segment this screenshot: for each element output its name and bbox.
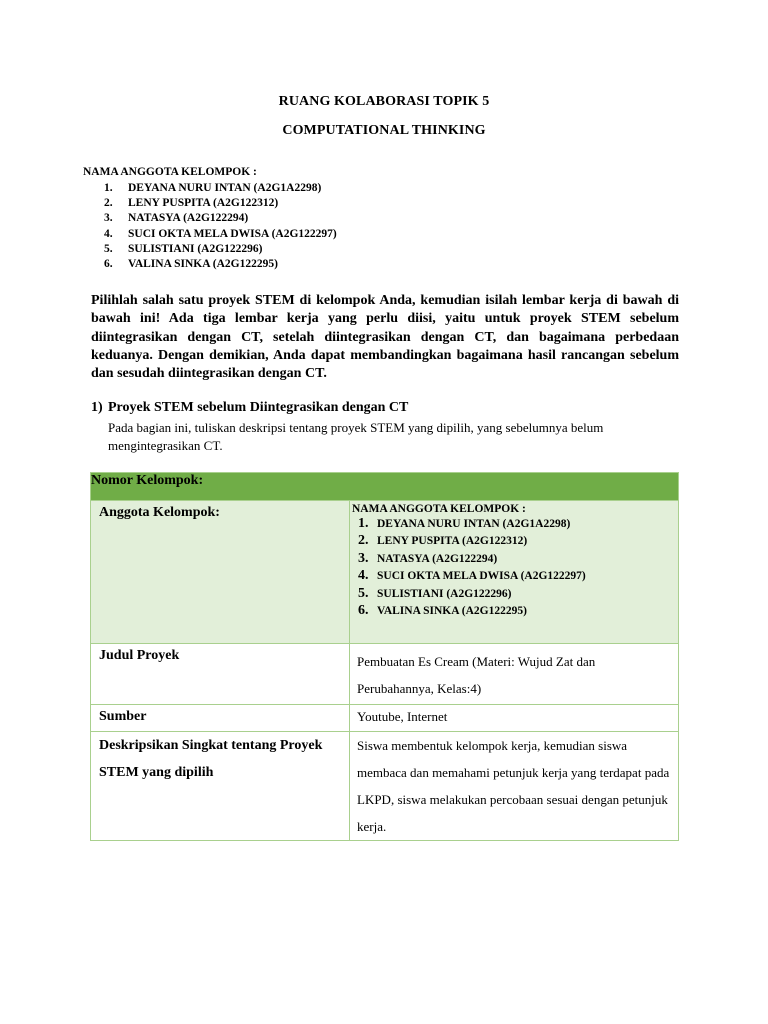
- deskripsi-label: Deskripsikan Singkat tentang Proyek STEM yang dipilih: [91, 732, 350, 841]
- page-subtitle: COMPUTATIONAL THINKING: [282, 123, 486, 138]
- sumber-value: Youtube, Internet: [350, 705, 679, 732]
- section-heading: [91, 400, 408, 416]
- member-item: 3. NATASYA (A2G122294): [104, 212, 249, 225]
- table-row: [91, 473, 679, 501]
- table-row: [91, 705, 679, 732]
- section-number: 1): [91, 400, 103, 415]
- members-heading: NAMA ANGGOTA KELOMPOK :: [83, 166, 257, 178]
- list-item: 2. LENY PUSPITA (A2G122312): [358, 533, 528, 549]
- table-row: [91, 501, 679, 644]
- anggota-kelompok-label: Anggota Kelompok:: [91, 501, 350, 644]
- member-item: 6. VALINA SINKA (A2G122295): [104, 257, 278, 270]
- member-item: 4. SUCI OKTA MELA DWISA (A2G122297): [104, 227, 337, 240]
- list-item: 3. NATASYA (A2G122294): [358, 550, 498, 566]
- anggota-heading: NAMA ANGGOTA KELOMPOK :: [352, 503, 526, 515]
- deskripsi-value: Siswa membentuk kelompok kerja, kemudian siswa membaca dan memahami petunjuk kerja yang terdapat pada LKPD, siswa melakukan percobaan sesuai dengan petunjuk kerja.: [350, 732, 679, 841]
- judul-proyek-label: Judul Proyek: [91, 644, 350, 705]
- instruction-paragraph: Pilihlah salah satu proyek STEM di kelompok Anda, kemudian isilah lembar kerja di bawah di bawah ini! Ada tiga lembar kerja yang perlu diisi, yaitu untuk proyek STEM sebelum diintegrasikan dengan CT, setelah diintegrasikan dengan CT, dan bagaimana perbedaan keduanya. Dengan demikian, Anda dapat membandingkan bagaimana hasil rancangan sebelum dan sesudah diintegrasikan dengan CT.: [91, 293, 679, 382]
- sumber-label: Sumber: [91, 705, 350, 732]
- anggota-kelompok-value: [350, 501, 679, 644]
- table-row: [91, 644, 679, 705]
- judul-proyek-value: Pembuatan Es Cream (Materi: Wujud Zat dan Perubahannya, Kelas:4): [350, 644, 679, 705]
- list-item: 4. SUCI OKTA MELA DWISA (A2G122297): [358, 568, 586, 584]
- table-row: [91, 732, 679, 841]
- section-title: Proyek STEM sebelum Diintegrasikan dengan CT: [108, 400, 409, 415]
- member-item: 5. SULISTIANI (A2G122296): [104, 242, 263, 255]
- section-description: Pada bagian ini, tuliskan deskripsi tentang proyek STEM yang dipilih, yang sebelumnya belum mengintegrasikan CT.: [108, 420, 604, 453]
- members-list: [104, 181, 337, 272]
- list-item: 6. VALINA SINKA (A2G122295): [358, 602, 527, 618]
- worksheet-table: [90, 472, 679, 841]
- member-item: 2. LENY PUSPITA (A2G122312): [104, 197, 279, 210]
- member-item: 1. DEYANA NURU INTAN (A2G1A2298): [104, 182, 322, 194]
- page-title: RUANG KOLABORASI TOPIK 5: [278, 94, 490, 109]
- list-item: 1. DEYANA NURU INTAN (A2G1A2298): [358, 516, 571, 531]
- anggota-list: [350, 515, 678, 619]
- nomor-kelompok-label: Nomor Kelompok:: [91, 473, 679, 501]
- list-item: 5. SULISTIANI (A2G122296): [358, 585, 512, 601]
